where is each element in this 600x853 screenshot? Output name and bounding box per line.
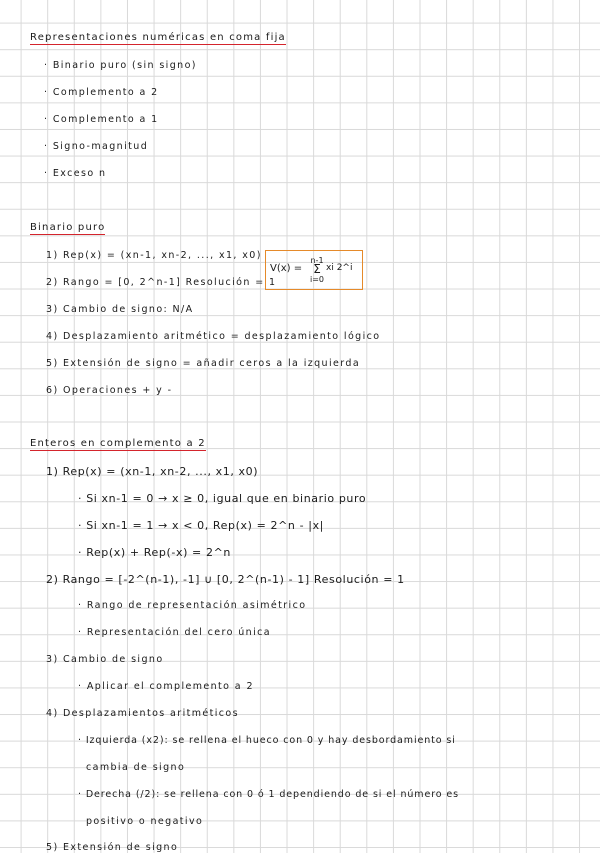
list-item: 5) Extensión de signo bbox=[46, 842, 179, 853]
list-item: · Derecha (/2): se rellena con 0 ó 1 dependiendo de si el número es bbox=[78, 789, 460, 800]
list-item: cambia de signo bbox=[86, 762, 186, 773]
list-item: · Complemento a 2 bbox=[44, 87, 159, 98]
list-item: · Izquierda (x2): se rellena el hueco con 0 y hay desbordamiento si bbox=[78, 735, 456, 746]
list-item: · Signo-magnitud bbox=[44, 141, 149, 152]
list-item: 4) Desplazamiento aritmético = desplazamiento lógico bbox=[46, 331, 381, 342]
list-item: 5) Extensión de signo = añadir ceros a la izquierda bbox=[46, 358, 361, 369]
sum-lower: i=0 bbox=[310, 275, 325, 284]
sum-symbol: Σ bbox=[313, 262, 321, 276]
list-item: · Exceso n bbox=[44, 168, 107, 179]
list-item: 3) Cambio de signo: N/A bbox=[46, 304, 194, 315]
list-item: · Rango de representación asimétrico bbox=[78, 600, 307, 611]
list-item: · Si xn-1 = 0 → x ≥ 0, igual que en binario puro bbox=[78, 492, 367, 505]
list-item: 1) Rep(x) = (xn-1, xn-2, ..., x1, x0) bbox=[46, 465, 259, 478]
list-item: 6) Operaciones + y - bbox=[46, 385, 173, 396]
list-item: 2) Rango = [-2^(n-1), -1] ∪ [0, 2^(n-1) - 1] Resolución = 1 bbox=[46, 573, 405, 586]
sum-upper: n-1 bbox=[310, 256, 324, 265]
list-item: · Aplicar el complemento a 2 bbox=[78, 681, 254, 692]
formula-lhs: V(x) = bbox=[270, 263, 303, 274]
list-item: 2) Rango = [0, 2^n-1] Resolución = 1 bbox=[46, 277, 277, 288]
summation bbox=[310, 256, 324, 284]
list-item: 1) Rep(x) = (xn-1, xn-2, ..., x1, x0) bbox=[46, 250, 262, 261]
list-item: 4) Desplazamientos aritméticos bbox=[46, 708, 239, 719]
list-item: · Si xn-1 = 1 → x < 0, Rep(x) = 2^n - |x| bbox=[78, 519, 324, 532]
list-item: · Rep(x) + Rep(-x) = 2^n bbox=[78, 546, 231, 559]
section-title-representaciones: Representaciones numéricas en coma fija bbox=[30, 32, 286, 43]
list-item: 3) Cambio de signo bbox=[46, 654, 164, 665]
list-item: · Representación del cero única bbox=[78, 627, 271, 638]
formula-term: xi 2^i bbox=[326, 263, 353, 273]
section-title-binario-puro: Binario puro bbox=[30, 222, 106, 233]
list-item: positivo o negativo bbox=[86, 816, 204, 827]
list-item: · Complemento a 1 bbox=[44, 114, 159, 125]
formula-box bbox=[265, 250, 363, 290]
section-title-complemento-2: Enteros en complemento a 2 bbox=[30, 438, 206, 449]
list-item: · Binario puro (sin signo) bbox=[44, 60, 197, 71]
